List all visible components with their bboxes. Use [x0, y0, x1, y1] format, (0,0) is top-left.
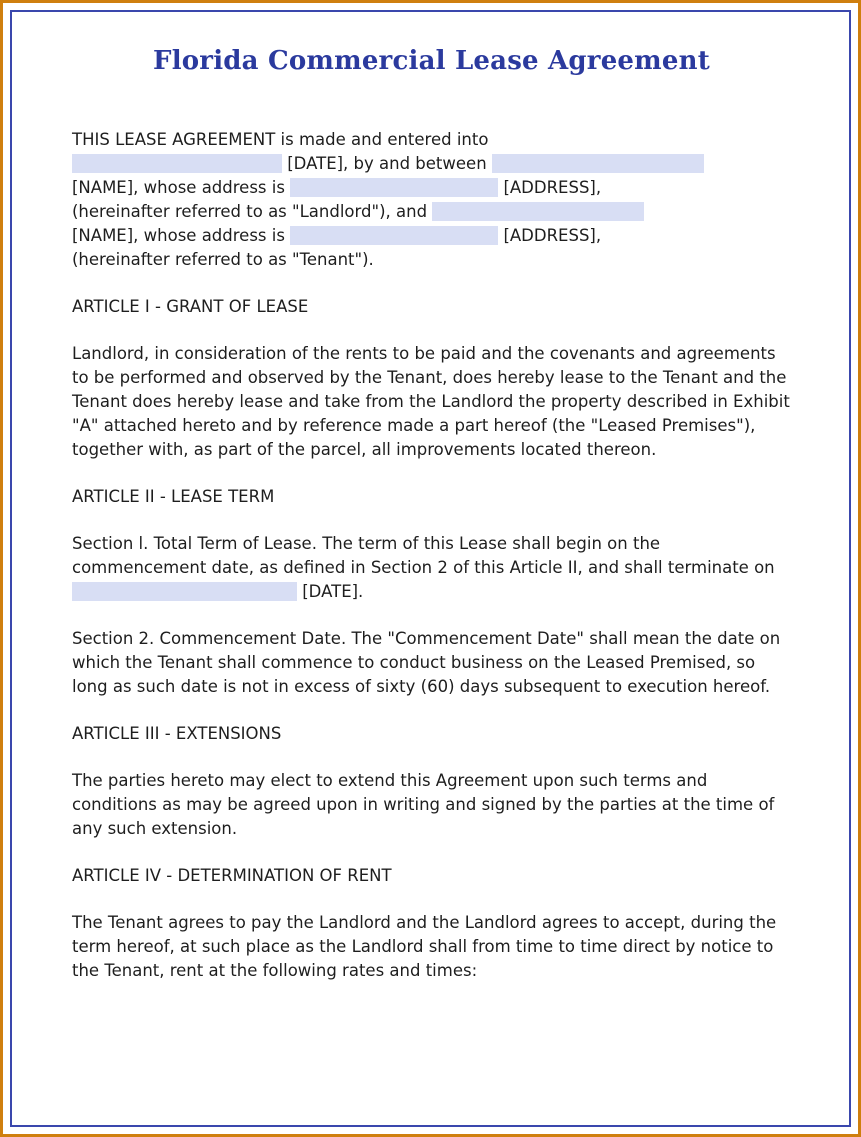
intro-text-3: [NAME], whose address is — [72, 178, 285, 197]
landlord-address-blank-field[interactable] — [290, 178, 498, 197]
intro-text-5: (hereinafter referred to as "Landlord"), and — [72, 202, 428, 221]
article1-body: Landlord, in consideration of the rents to be paid and the covenants and agreements to be performed and observed by the Tenant, does hereby lease to the Tenant and the Tenant does hereby lease and take from the Landlord the property described in Exhibit "A" attached hereto and by reference made a part hereof (the "Leased Premises"), together with, as part of the parcel, all improvements located thereon. — [72, 344, 790, 459]
article4-body: The Tenant agrees to pay the Landlord and the Landlord agrees to accept, during the term hereof, at such place as the Landlord shall from time to time direct by notice to the Tenant, rent at the following rates and times: — [72, 913, 777, 980]
intro-line-2 — [72, 152, 792, 176]
intro-text-2: [DATE], by and between — [287, 154, 487, 173]
article3-heading: ARTICLE III - EXTENSIONS — [72, 724, 282, 743]
tenant-name-blank-field[interactable] — [432, 202, 644, 221]
tenant-address-blank-field[interactable] — [290, 226, 498, 245]
termination-date-blank-field[interactable] — [72, 582, 297, 601]
article3-body: The parties hereto may elect to extend this Agreement upon such terms and conditions as may be agreed upon in writing and signed by the parties at the time of any such extension. — [72, 771, 775, 838]
intro-text-8: (hereinafter referred to as "Tenant"). — [72, 250, 374, 269]
document-title: Florida Commercial Lease Agreement — [153, 46, 710, 76]
article4-heading: ARTICLE IV - DETERMINATION OF RENT — [72, 866, 392, 885]
article2-section2: Section 2. Commencement Date. The "Commencement Date" shall mean the date on which the Tenant shall commence to conduct business on the Leased Premised, so long as such date is not in excess of sixty (60) days subsequent to execution hereof. — [72, 629, 781, 696]
intro-text-1: THIS LEASE AGREEMENT is made and entered into — [72, 130, 489, 149]
intro-line-1 — [72, 128, 792, 152]
intro-line-3 — [72, 176, 792, 200]
landlord-name-blank-field[interactable] — [492, 154, 704, 173]
article2-section1 — [72, 532, 792, 604]
article2-section1-text: Section l. Total Term of Lease. The term of this Lease shall begin on the commencement date, as defined in Section 2 of this Article II, and shall terminate on — [72, 534, 775, 577]
article1-heading: ARTICLE I - GRANT OF LEASE — [72, 297, 309, 316]
document-body — [72, 128, 792, 983]
article2-section1-date-label: [DATE]. — [302, 582, 364, 601]
intro-line-4 — [72, 200, 792, 224]
intro-text-6: [NAME], whose address is — [72, 226, 285, 245]
agreement-date-blank-field[interactable] — [72, 154, 282, 173]
document-inner-border — [10, 10, 851, 1127]
intro-text-4: [ADDRESS], — [503, 178, 602, 197]
article2-heading: ARTICLE II - LEASE TERM — [72, 487, 275, 506]
intro-text-7: [ADDRESS], — [503, 226, 602, 245]
intro-line-6 — [72, 248, 792, 272]
intro-paragraph — [72, 128, 792, 272]
intro-line-5 — [72, 224, 792, 248]
